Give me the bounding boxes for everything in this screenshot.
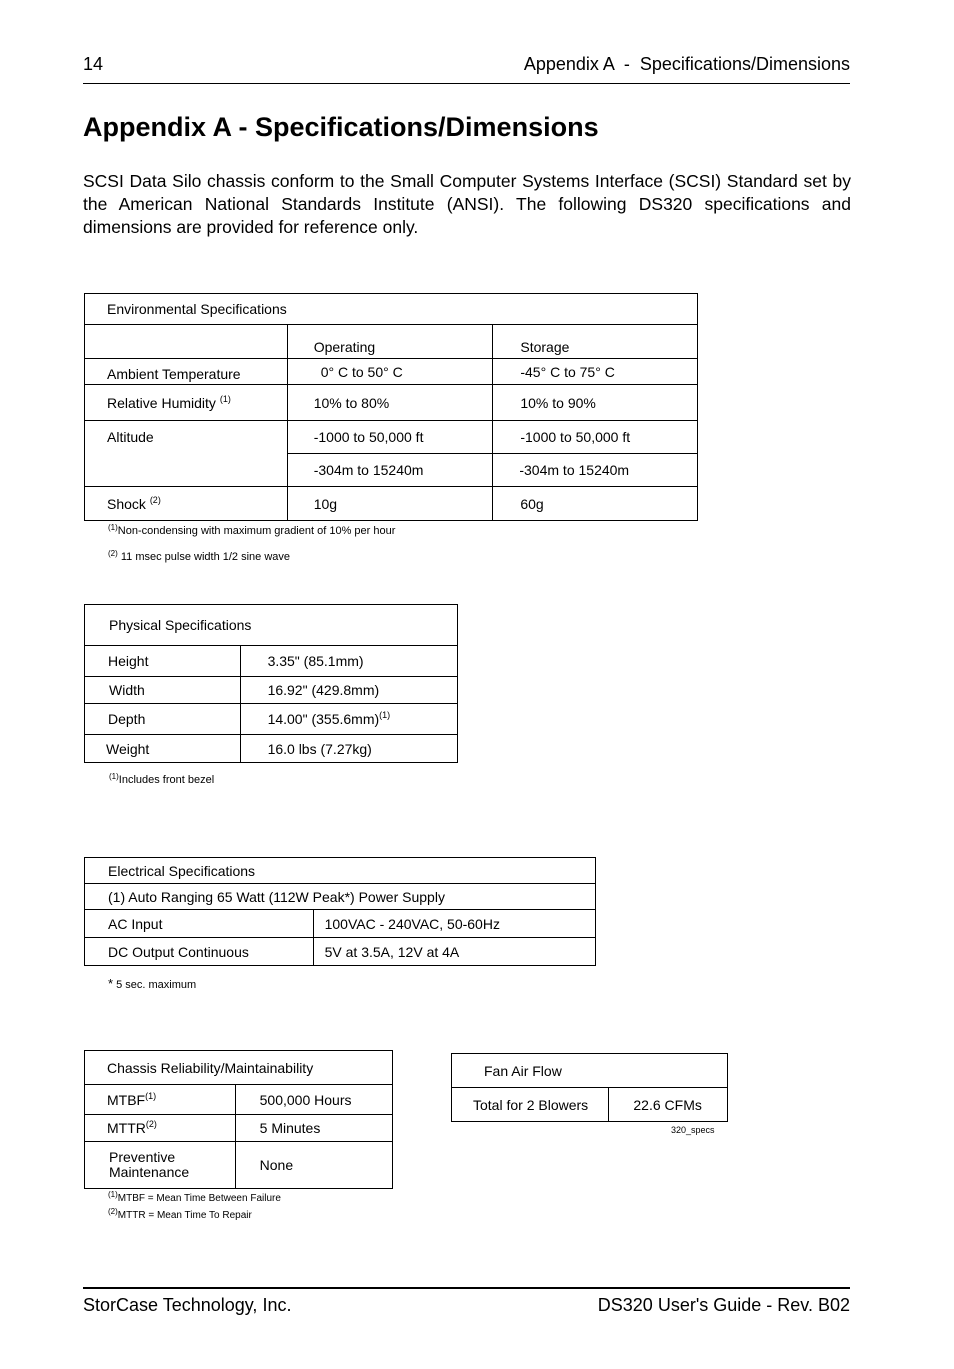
elec-footnote [108, 976, 196, 991]
phys-footnote [109, 774, 214, 786]
altitude-label: Altitude [85, 421, 288, 487]
env-footnote-1-mark: (1) [108, 523, 118, 532]
height-value: 3.35" (85.1mm) [240, 646, 457, 677]
humidity-storage: 10% to 90% [493, 385, 698, 421]
fan-value: 22.6 CFMs [609, 1088, 728, 1122]
depth-note: (1) [379, 710, 391, 720]
pm-value: None [235, 1142, 392, 1189]
footer-guide: DS320 User's Guide - Rev. B02 [597, 1295, 850, 1315]
env-footnote-2 [108, 551, 290, 563]
pm-label-cell [85, 1142, 236, 1189]
ambient-temp-label: Ambient Temperature [85, 359, 288, 385]
height-label: Height [85, 646, 241, 677]
environmental-specs-table [84, 293, 698, 521]
rel-footnote-1 [108, 1190, 281, 1204]
dc-output-value: 5V at 3.5A, 12V at 4A [313, 938, 595, 966]
reliability-table [84, 1050, 393, 1189]
shock-note: (2) [149, 494, 161, 505]
rel-footnote-2 [108, 1207, 252, 1221]
depth-value-cell [240, 704, 457, 735]
env-footnote-2-text: 11 msec pulse width 1/2 sine wave [117, 551, 290, 563]
footer-divider [83, 1287, 850, 1289]
page-title: Appendix A - Specifications/Dimensions [83, 112, 599, 142]
shock-label-cell [85, 487, 288, 521]
altitude-ft-operating: -1000 to 50,000 ft [287, 421, 493, 454]
mtbf-label: MTBF [107, 1091, 146, 1108]
environmental-heading: Environmental Specifications [85, 294, 698, 325]
footer-company: StorCase Technology, Inc. [83, 1295, 292, 1315]
altitude-ft-storage: -1000 to 50,000 ft [493, 421, 698, 454]
rel-footnote-1-mark: (1) [108, 1190, 118, 1199]
altitude-m-operating: -304m to 15240m [287, 454, 493, 487]
electrical-specs-table [84, 857, 596, 966]
pm-label-line1: Preventive [109, 1149, 176, 1165]
power-supply: (1) Auto Ranging 65 Watt (112W Peak*) Power Supply [85, 884, 596, 910]
mttr-note: (2) [145, 1119, 157, 1129]
mtbf-note: (1) [145, 1090, 157, 1101]
env-footnote-1 [108, 525, 395, 537]
physical-specs-table [84, 604, 458, 763]
reliability-heading: Chassis Reliability/Maintainability [85, 1051, 393, 1085]
ambient-temp-storage: -45° C to 75° C [493, 359, 698, 385]
figure-code: 320_specs [671, 1125, 715, 1135]
depth-value: 14.00" (355.6mm) [267, 711, 380, 727]
mttr-value: 5 Minutes [235, 1115, 392, 1142]
running-header: Appendix A - Specifications/Dimensions [523, 54, 850, 74]
intro-paragraph: SCSI Data Silo chassis conform to the Small Computer Systems Interface (SCSI) Standard set by the American National Standards Institute (ANSI). The following DS320 specifications and dimensions are provided for reference only. [83, 171, 851, 237]
mttr-label: MTTR [107, 1120, 146, 1136]
mttr-label-cell [85, 1115, 236, 1142]
phys-footnote-text: Includes front bezel [118, 774, 215, 786]
humidity-note: (1) [219, 393, 231, 404]
humidity-label: Relative Humidity [107, 394, 216, 411]
env-col-operating: Operating [287, 325, 493, 359]
humidity-operating: 10% to 80% [287, 385, 493, 421]
fan-heading: Fan Air Flow [452, 1054, 728, 1088]
env-corner-cell [85, 325, 288, 359]
depth-label: Depth [85, 704, 241, 735]
width-label: Width [85, 677, 241, 704]
ac-input-label: AC Input [85, 910, 314, 938]
pm-label-line2: Maintenance [109, 1164, 190, 1180]
ambient-temp-operating: 0° C to 50° C [287, 359, 493, 385]
rel-footnote-2-text: MTTR = Mean Time To Repair [117, 1210, 252, 1221]
elec-footnote-mark: * [108, 976, 114, 991]
env-footnote-2-mark: (2) [108, 549, 118, 558]
rel-footnote-1-text: MTBF = Mean Time Between Failure [117, 1193, 281, 1204]
header-divider [83, 83, 850, 84]
width-value: 16.92" (429.8mm) [240, 677, 457, 704]
shock-storage: 60g [493, 487, 698, 521]
fan-airflow-table [451, 1053, 728, 1122]
page-number: 14 [83, 54, 104, 74]
shock-operating: 10g [287, 487, 493, 521]
env-col-storage: Storage [493, 325, 698, 359]
phys-footnote-mark: (1) [109, 772, 119, 781]
mtbf-value: 500,000 Hours [235, 1085, 392, 1115]
humidity-label-cell [85, 385, 288, 421]
weight-value: 16.0 lbs (7.27kg) [240, 735, 457, 763]
ac-input-value: 100VAC - 240VAC, 50-60Hz [313, 910, 595, 938]
env-footnote-1-text: Non-condensing with maximum gradient of 10% per hour [117, 525, 396, 537]
rel-footnote-2-mark: (2) [108, 1207, 118, 1216]
fan-label: Total for 2 Blowers [452, 1088, 609, 1122]
shock-label: Shock [107, 495, 146, 512]
weight-label: Weight [85, 735, 241, 763]
mtbf-label-cell [85, 1085, 236, 1115]
dc-output-label: DC Output Continuous [85, 938, 314, 966]
physical-heading: Physical Specifications [85, 605, 458, 646]
electrical-heading: Electrical Specifications [85, 858, 596, 884]
elec-footnote-text: 5 sec. maximum [113, 979, 197, 991]
altitude-m-storage: -304m to 15240m [493, 454, 698, 487]
